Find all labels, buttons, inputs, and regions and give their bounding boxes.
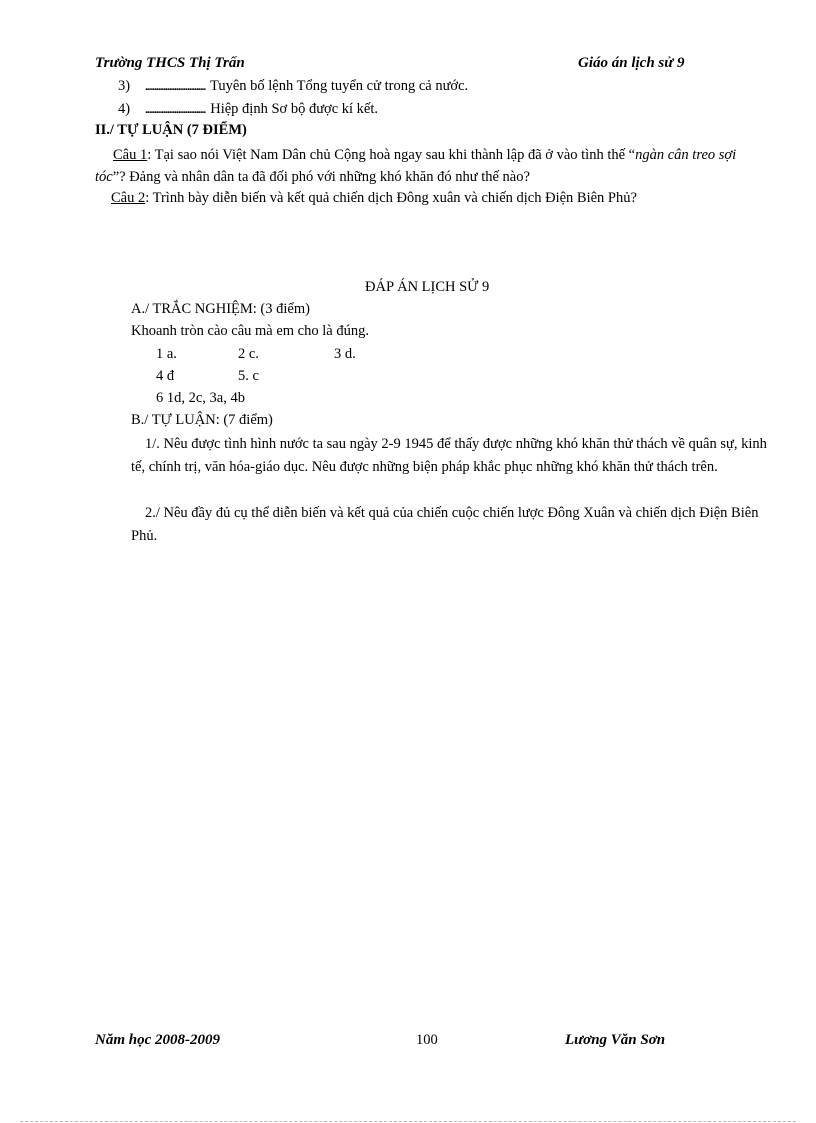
section-a-instruction: Khoanh tròn cào câu mà em cho là đúng. — [131, 323, 369, 339]
essay-title: II./ TỰ LUẬN (7 ĐIỂM) — [95, 122, 247, 138]
fill-item-dots: ................................ — [144, 101, 203, 117]
answer-4: 4 đ — [156, 368, 175, 384]
fill-item-text: . Tuyên bố lệnh Tổng tuyển cử trong cả nước. — [203, 78, 469, 94]
fill-item-4 — [118, 101, 378, 118]
fill-item-3 — [118, 78, 468, 95]
question-1-italic: ngàn cân treo sợi tóc — [95, 147, 737, 185]
fill-item-text: . Hiệp định Sơ bộ được kí kết. — [203, 101, 379, 117]
answer-2: 2 c. — [238, 346, 259, 362]
page-bottom-border — [20, 1121, 796, 1122]
fill-item-number: 4) — [118, 101, 131, 117]
answer-b-1: 1/. Nêu được tình hình nước ta sau ngày 2-9 1945 để thấy được những khó khăn thử thách về quân sự, kinh tế, chính trị, văn hóa-giáo dục. Nêu được những biện pháp khắc phục những khó khăn thử thách trên. — [131, 436, 767, 475]
question-2-label: Câu 2 — [111, 190, 146, 206]
page-number: 100 — [416, 1032, 438, 1048]
section-a-title: A./ TRẮC NGHIỆM: (3 điểm) — [131, 301, 310, 317]
question-1-text-a: : Tại sao nói Việt Nam Dân chủ Cộng hoà ngay sau khi thành lập đã ở vào tình thế “ — [147, 147, 636, 163]
fill-item-number: 3) — [118, 78, 131, 94]
section-b-title: B./ TỰ LUẬN: (7 điểm) — [131, 412, 273, 428]
answer-1: 1 a. — [156, 346, 177, 362]
answer-title: ĐÁP ÁN LỊCH SỬ 9 — [365, 279, 490, 295]
fill-item-dots: ................................ — [144, 78, 203, 94]
question-2-text: : Trình bày diễn biến và kết quả chiến dịch Đông xuân và chiến dịch Điện Biên Phủ? — [145, 190, 637, 206]
answer-3: 3 d. — [334, 346, 356, 362]
header-school: Trường THCS Thị Trấn — [95, 55, 245, 71]
question-2 — [111, 190, 637, 207]
footer-year: Năm học 2008-2009 — [95, 1032, 220, 1048]
footer-author: Lương Văn Sơn — [565, 1032, 666, 1048]
question-1-text-b: ”? Đảng và nhân dân ta đã đối phó với những khó khăn đó như thế nào? — [112, 169, 530, 185]
answer-b-2: 2./ Nêu đầy đủ cụ thể diễn biến và kết quả của chiến cuộc chiến lược Đông Xuân và chiến dịch Điện Biên Phủ. — [131, 505, 759, 544]
question-1 — [95, 144, 765, 188]
question-1-label: Câu 1 — [113, 147, 148, 163]
answer-6: 6 1d, 2c, 3a, 4b — [156, 390, 245, 406]
answer-5: 5. c — [238, 368, 259, 384]
header-subject: Giáo án lịch sử 9 — [578, 55, 685, 71]
